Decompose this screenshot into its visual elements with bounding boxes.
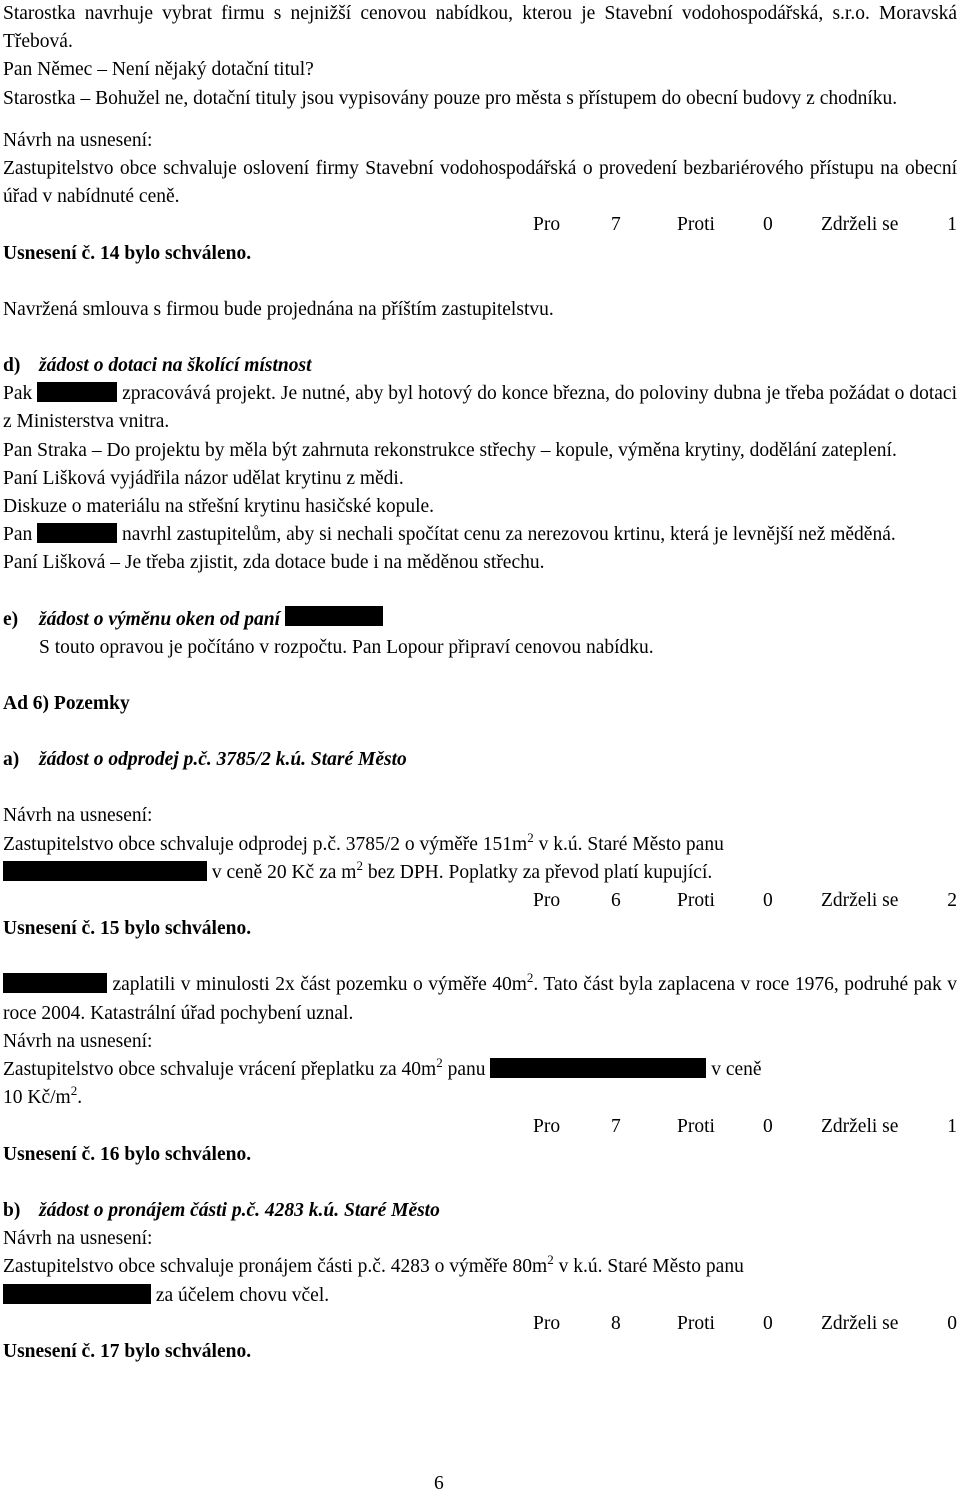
vote-pro-label: Pro <box>533 890 561 912</box>
superscript: 2 <box>547 1252 554 1268</box>
text-part: Zastupitelstvo obce schvaluje odprodej p.č. 3785/2 o výměře 151m <box>3 833 528 855</box>
vote-abstain-count: 2 <box>947 890 957 912</box>
paragraph-proposal <box>3 521 957 549</box>
text-part: . <box>77 1087 83 1109</box>
redaction-box <box>37 523 117 543</box>
text-project: zpracovává projekt. Je nutné, aby byl hotový do konce března, do poloviny dubna je třeba požádat o dotaci z Ministerstva vnitra. <box>3 383 957 433</box>
redaction-box <box>3 1284 151 1304</box>
text-pak: Pak <box>3 383 33 405</box>
vote-pro-count: 8 <box>611 1312 621 1334</box>
resolution-text <box>3 831 957 859</box>
resolution-result: Usnesení č. 17 bylo schváleno. <box>3 1340 252 1362</box>
vote-abstain-label: Zdrželi se <box>821 214 899 236</box>
contract-note: Navržená smlouva s firmou bude projednána na příštím zastupitelstvu. <box>3 298 554 320</box>
section-heading-a <box>3 746 957 774</box>
page-number: 6 <box>434 1473 444 1494</box>
vote-row <box>3 1113 957 1141</box>
paragraph-project <box>3 380 957 436</box>
resolution-result: Usnesení č. 16 bylo schváleno. <box>3 1143 252 1165</box>
resolution-label: Návrh na usnesení: <box>3 805 153 827</box>
superscript: 2 <box>70 1083 78 1099</box>
paragraph-windows: S touto opravou je počítáno v rozpočtu. Pan Lopour připraví cenovou nabídku. <box>39 636 654 658</box>
resolution-text-line2 <box>3 1084 957 1112</box>
superscript: 2 <box>436 1055 443 1071</box>
vote-pro-count: 7 <box>611 1115 621 1137</box>
section-title: žádost o výměnu oken od paní <box>39 608 281 630</box>
redaction-box <box>37 382 117 402</box>
text-part: Zastupitelstvo obce schvaluje vrácení přeplatku za 40m <box>3 1059 437 1081</box>
text-part: Zastupitelstvo obce schvaluje pronájem části p.č. 4283 o výměře 80m <box>3 1256 548 1278</box>
paragraph-liskova-2: Paní Lišková – Je třeba zjistit, zda dotace bude i na měděnou střechu. <box>3 552 545 574</box>
paragraph-overpayment <box>3 971 957 1027</box>
text-part: v ceně <box>711 1059 762 1081</box>
vote-abstain-label: Zdrželi se <box>821 890 899 912</box>
paragraph-straka: Pan Straka – Do projektu by měla být zahrnuta rekonstrukce střechy – kopule, výměna krytiny, dodělání zateplení. <box>3 439 897 461</box>
resolution-text-line2 <box>3 1282 957 1310</box>
resolution-text <box>3 1253 957 1281</box>
resolution-text: Zastupitelstvo obce schvaluje oslovení firmy Stavební vodohospodářská o provedení bezbariérového přístupu na obecní úřad v nabídnuté ceně. <box>3 158 957 208</box>
vote-proti-label: Proti <box>677 1115 715 1137</box>
text-part: za účelem chovu včel. <box>155 1284 330 1306</box>
superscript: 2 <box>356 857 363 873</box>
text-part: bez DPH. Poplatky za převod platí kupující. <box>367 861 713 883</box>
text-part: . Tato část byla zaplacena v roce 1976, podruhé pak v roce 2004. Katastrální úřad pochybení uznal. <box>3 974 957 1024</box>
vote-abstain-count: 1 <box>947 1115 957 1137</box>
resolution-label: Návrh na usnesení: <box>3 1030 153 1052</box>
vote-proti-label: Proti <box>677 1312 715 1334</box>
section-heading-b <box>3 1197 957 1225</box>
text-part: v k.ú. Staré Město panu <box>538 833 724 855</box>
vote-pro-label: Pro <box>533 1115 561 1137</box>
vote-proti-count: 0 <box>763 890 773 912</box>
vote-abstain-count: 0 <box>947 1312 957 1334</box>
superscript: 2 <box>526 970 534 986</box>
vote-row <box>3 887 957 915</box>
redaction-box <box>3 973 107 993</box>
resolution-text <box>3 1056 957 1084</box>
paragraph-starostka-proposal: Starostka navrhuje vybrat firmu s nejnižší cenovou nabídkou, kterou je Stavební vodohospodářská, s.r.o. Moravská Třebová. <box>3 3 957 53</box>
vote-pro-label: Pro <box>533 1312 561 1334</box>
vote-proti-label: Proti <box>677 214 715 236</box>
vote-row <box>3 1310 957 1338</box>
resolution-text-line2 <box>3 859 957 887</box>
vote-abstain-count: 1 <box>947 214 957 236</box>
section-title: žádost o dotaci na školící místnost <box>39 355 312 377</box>
section-heading-d <box>3 352 957 380</box>
text-part: v ceně 20 Kč za m <box>211 861 357 883</box>
section-letter: e) <box>3 608 19 630</box>
text-part: v k.ú. Staré Město panu <box>558 1256 744 1278</box>
section-title: žádost o pronájem části p.č. 4283 k.ú. Staré Město <box>39 1199 440 1221</box>
resolution-label: Návrh na usnesení: <box>3 129 153 151</box>
redaction-box <box>3 861 207 881</box>
text-proposal: navrhl zastupitelům, aby si nechali spočítat cenu za nerezovou krtinu, která je levnější než měděná. <box>122 524 896 546</box>
paragraph-nemec-question: Pan Němec – Není nějaký dotační titul? <box>3 59 314 81</box>
paragraph-discussion: Diskuze o materiálu na střešní krytinu hasičské kopule. <box>3 496 435 518</box>
section-letter: a) <box>3 749 20 771</box>
text-pan: Pan <box>3 524 33 546</box>
text-part: 10 Kč/m <box>3 1087 71 1109</box>
superscript: 2 <box>527 829 534 845</box>
paragraph-starostka-answer: Starostka – Bohužel ne, dotační tituly jsou vypisovány pouze pro města s přístupem do obecní budovy z chodníku. <box>3 87 898 109</box>
section-title: žádost o odprodej p.č. 3785/2 k.ú. Staré Město <box>39 749 407 771</box>
paragraph-liskova: Paní Lišková vyjádřila názor udělat krytinu z mědi. <box>3 467 404 489</box>
vote-pro-count: 6 <box>611 890 621 912</box>
vote-proti-count: 0 <box>763 214 773 236</box>
text-part: zaplatili v minulosti 2x část pozemku o výměře 40m <box>112 974 527 996</box>
redaction-box <box>285 606 383 626</box>
section-heading-e <box>3 606 957 634</box>
heading-ad6: Ad 6) Pozemky <box>3 693 130 715</box>
redaction-box <box>490 1058 706 1078</box>
resolution-label: Návrh na usnesení: <box>3 1228 153 1250</box>
section-letter: d) <box>3 355 21 377</box>
resolution-result: Usnesení č. 14 bylo schváleno. <box>3 242 252 264</box>
vote-abstain-label: Zdrželi se <box>821 1312 899 1334</box>
text-part: panu <box>447 1059 486 1081</box>
vote-pro-count: 7 <box>611 214 621 236</box>
document-page <box>3 0 957 1366</box>
section-letter: b) <box>3 1199 21 1221</box>
vote-pro-label: Pro <box>533 214 561 236</box>
vote-proti-count: 0 <box>763 1312 773 1334</box>
vote-abstain-label: Zdrželi se <box>821 1115 899 1137</box>
vote-row <box>3 211 957 239</box>
resolution-result: Usnesení č. 15 bylo schváleno. <box>3 918 252 940</box>
vote-proti-count: 0 <box>763 1115 773 1137</box>
vote-proti-label: Proti <box>677 890 715 912</box>
